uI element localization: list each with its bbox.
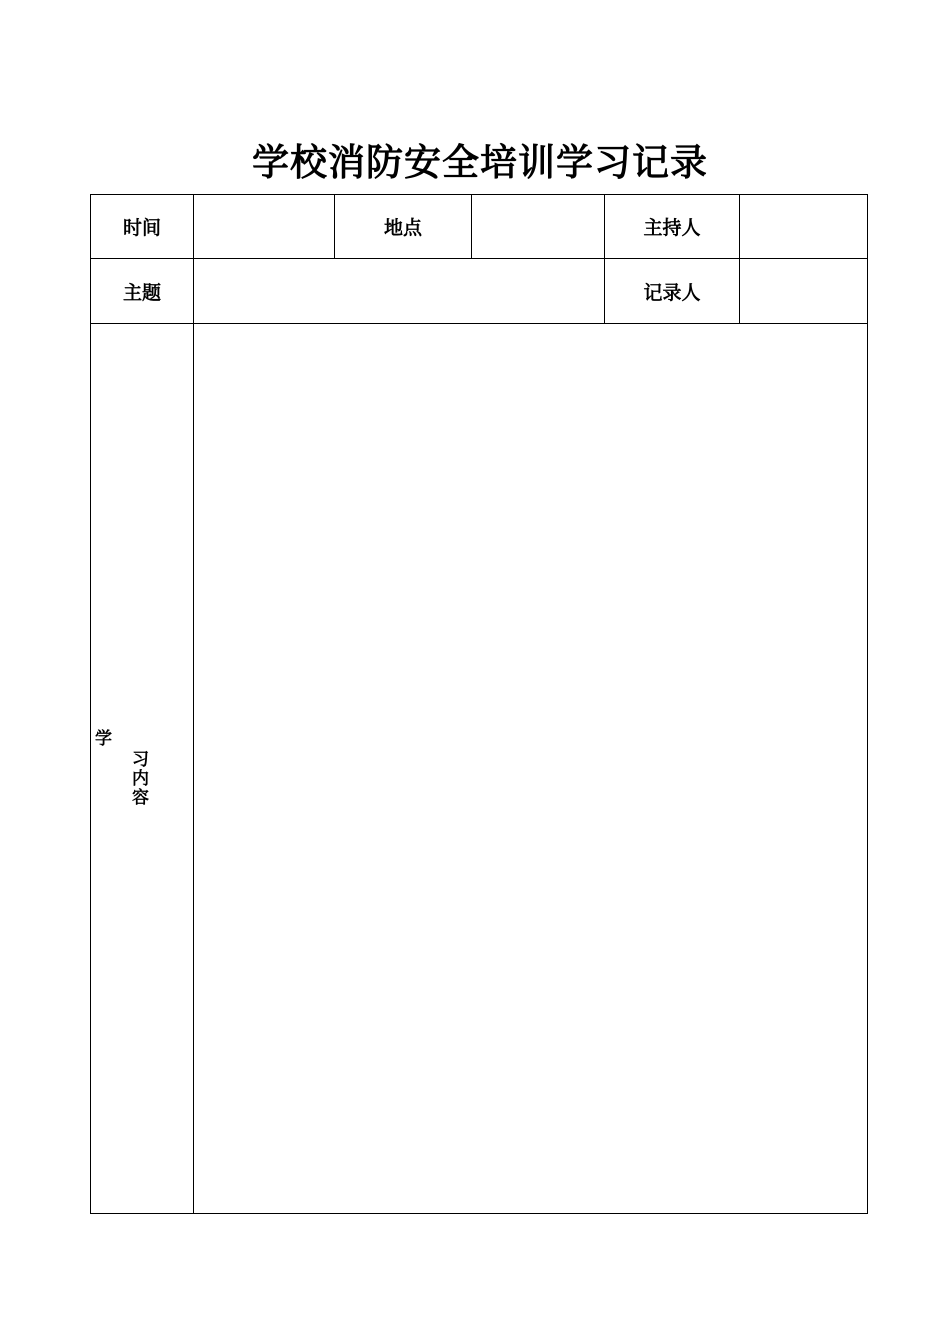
recorder-field[interactable] [740, 259, 867, 323]
content-label-char-2: 习 [132, 750, 149, 770]
recorder-label: 记录人 [643, 281, 701, 304]
form-border-bottom [90, 1213, 868, 1214]
form-border-right [867, 194, 868, 1214]
content-field[interactable] [194, 324, 867, 1213]
location-label: 地点 [383, 217, 422, 239]
content-label-char-1: 学 [95, 729, 112, 749]
topic-label: 主题 [122, 281, 161, 304]
host-label: 主持人 [643, 217, 701, 239]
time-field[interactable] [194, 195, 334, 258]
document-title: 学校消防安全培训学习记录 [252, 141, 708, 184]
training-record-form [90, 194, 868, 1214]
form-border-left [90, 194, 91, 1214]
location-field[interactable] [472, 195, 604, 258]
time-label: 时间 [122, 217, 161, 239]
topic-field[interactable] [194, 259, 604, 323]
content-label-char-4: 容 [132, 788, 149, 808]
host-field[interactable] [740, 195, 867, 258]
content-label-char-3: 内 [132, 769, 149, 789]
